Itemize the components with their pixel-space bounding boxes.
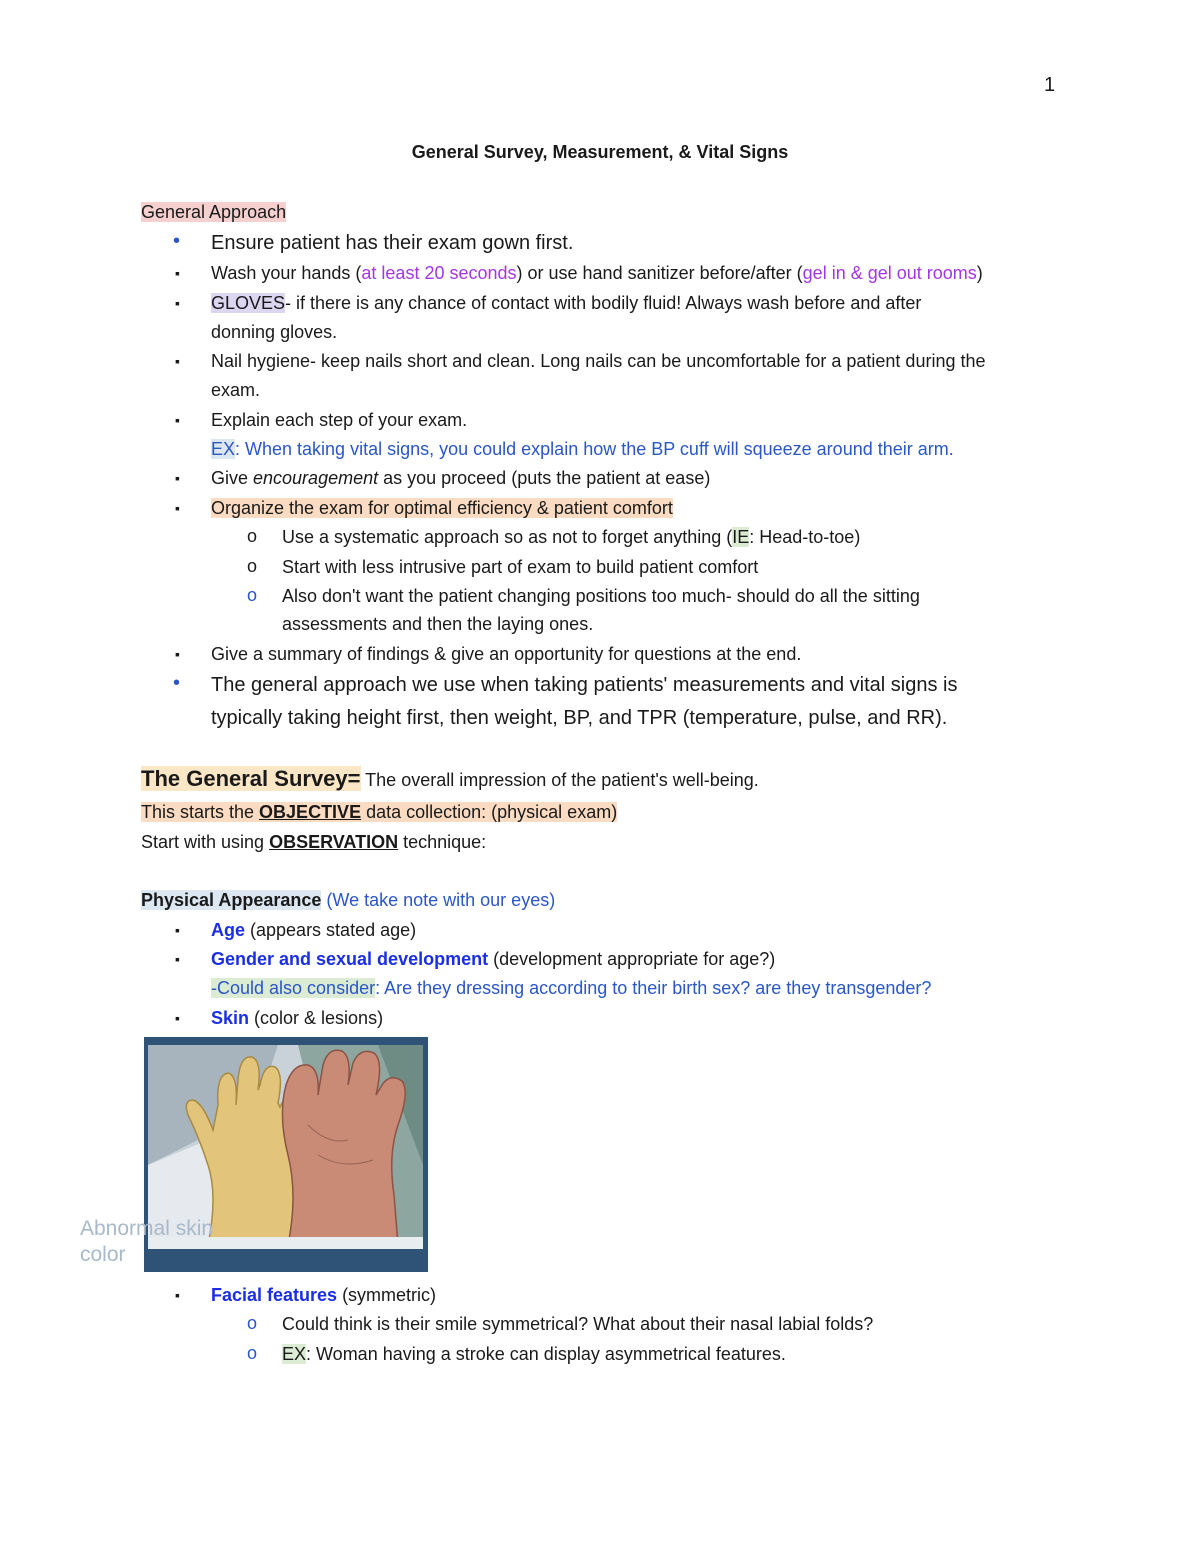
text: Wash your hands (	[211, 263, 362, 283]
skin-label: Skin	[211, 1008, 250, 1028]
bullet-square-icon: ▪	[175, 470, 180, 486]
bullet-square-icon: ▪	[175, 951, 180, 967]
objective-label: OBJECTIVE	[259, 802, 362, 822]
text-italic: encouragement	[253, 468, 379, 488]
hands-illustration	[148, 1045, 423, 1245]
ie-label: IE	[732, 527, 750, 547]
text-purple: at least 20 seconds	[361, 263, 517, 283]
gloves-label: GLOVES	[211, 293, 286, 313]
bullet-square-icon: ▪	[175, 295, 180, 311]
general-survey-line	[141, 768, 759, 791]
subitem-smile: Could think is their smile symmetrical? What about their nasal labial folds?	[282, 1314, 874, 1334]
general-approach-heading	[141, 201, 286, 223]
page-number: 1	[1044, 74, 1056, 96]
sub-marker: o	[247, 556, 258, 576]
text: : Woman having a stroke can display asymmetrical features.	[306, 1344, 786, 1364]
bullet-square-icon: ▪	[175, 922, 180, 938]
item-general-approach: The general approach we use when taking patients' measurements and vital signs is	[211, 674, 958, 696]
text: Give	[211, 468, 254, 488]
item-gloves	[211, 292, 921, 314]
bullet-square-icon: ▪	[175, 1010, 180, 1026]
subitem-positions: Also don't want the patient changing positions too much- should do all the sitting	[282, 586, 920, 606]
text-highlight	[141, 802, 617, 822]
gender-label: Gender and sexual development	[211, 949, 489, 969]
text: The overall impression of the patient's well-being.	[360, 770, 759, 790]
item-summary: Give a summary of findings & give an opportunity for questions at the end.	[211, 644, 802, 664]
text: Use a systematic approach so as not to forget anything (	[282, 527, 733, 547]
ex-label: EX	[282, 1344, 307, 1364]
item-general-approach-cont: typically taking height first, then weight, BP, and TPR (temperature, pulse, and RR).	[211, 707, 948, 729]
sub-marker: o	[247, 585, 258, 605]
text: as you proceed (puts the patient at ease)	[378, 468, 711, 488]
text-highlight: Organize the exam for optimal efficiency & patient comfort	[211, 498, 673, 518]
item-gown: Ensure patient has their exam gown first.	[211, 232, 574, 254]
item-facial-features	[211, 1284, 436, 1306]
physical-appearance-line	[141, 889, 555, 911]
observation-line	[141, 831, 486, 853]
bullet-square-icon: ▪	[175, 412, 180, 428]
hands-photo	[148, 1045, 423, 1245]
text-blue: (We take note with our eyes)	[321, 890, 556, 910]
item-wash-hands	[211, 262, 983, 284]
item-nail-hygiene-cont: exam.	[211, 380, 261, 400]
item-gender	[211, 948, 775, 970]
objective-line	[141, 801, 617, 823]
item-skin	[211, 1007, 383, 1029]
bullet-square-icon: ▪	[175, 500, 180, 516]
bullet-square-icon: ▪	[175, 1287, 180, 1303]
facial-label: Facial features	[211, 1285, 338, 1305]
ex-label: EX	[211, 439, 236, 459]
item-gender-consider	[211, 977, 931, 999]
bullet-square-icon: ▪	[175, 265, 180, 281]
general-survey-heading: The General Survey=	[141, 766, 361, 791]
sub-marker: o	[247, 1343, 258, 1363]
item-gloves-cont: donning gloves.	[211, 322, 338, 342]
text-purple: gel in & gel out rooms	[802, 263, 977, 283]
item-encouragement	[211, 467, 710, 489]
text: technique:	[398, 832, 487, 852]
sub-marker: o	[247, 526, 258, 546]
subitem-stroke	[282, 1343, 786, 1365]
item-organize	[211, 497, 673, 519]
physical-appearance-heading: Physical Appearance	[141, 890, 322, 910]
text: : Head-to-toe)	[749, 527, 861, 547]
consider-label: -Could also consider	[211, 978, 376, 998]
page-title: General Survey, Measurement, & Vital Signs	[411, 142, 789, 162]
text: ) or use hand sanitizer before/after (	[516, 263, 803, 283]
subitem-less-intrusive: Start with less intrusive part of exam to build patient comfort	[282, 557, 759, 577]
item-explain-example	[211, 438, 954, 460]
bullet-dot-icon: •	[173, 672, 181, 694]
observation-label: OBSERVATION	[269, 832, 399, 852]
heading-text: General Approach	[141, 202, 287, 222]
text: )	[976, 263, 983, 283]
subitem-systematic	[282, 526, 860, 548]
text: data collection: (physical exam)	[361, 802, 618, 822]
bullet-square-icon: ▪	[175, 353, 180, 369]
text: : Are they dressing according to their birth sex? are they transgender?	[375, 978, 932, 998]
text: (development appropriate for age?)	[488, 949, 776, 969]
text: Start with using	[141, 832, 270, 852]
item-age	[211, 919, 416, 941]
text: (color & lesions)	[249, 1008, 384, 1028]
text: - if there is any chance of contact with bodily fluid! Always wash before and after	[285, 293, 922, 313]
item-nail-hygiene: Nail hygiene- keep nails short and clean. Long nails can be uncomfortable for a patient during the	[211, 351, 986, 371]
text: (symmetric)	[337, 1285, 437, 1305]
text: This starts the	[141, 802, 260, 822]
bullet-square-icon: ▪	[175, 646, 180, 662]
text: (appears stated age)	[245, 920, 417, 940]
bullet-dot-icon: •	[173, 230, 181, 252]
sub-marker: o	[247, 1313, 258, 1333]
text: : When taking vital signs, you could explain how the BP cuff will squeeze around their arm.	[235, 439, 954, 459]
age-label: Age	[211, 920, 246, 940]
figure-caption: Abnormal skin color	[80, 1217, 214, 1266]
subitem-positions-cont: assessments and then the laying ones.	[282, 614, 594, 634]
item-explain: Explain each step of your exam.	[211, 410, 468, 430]
